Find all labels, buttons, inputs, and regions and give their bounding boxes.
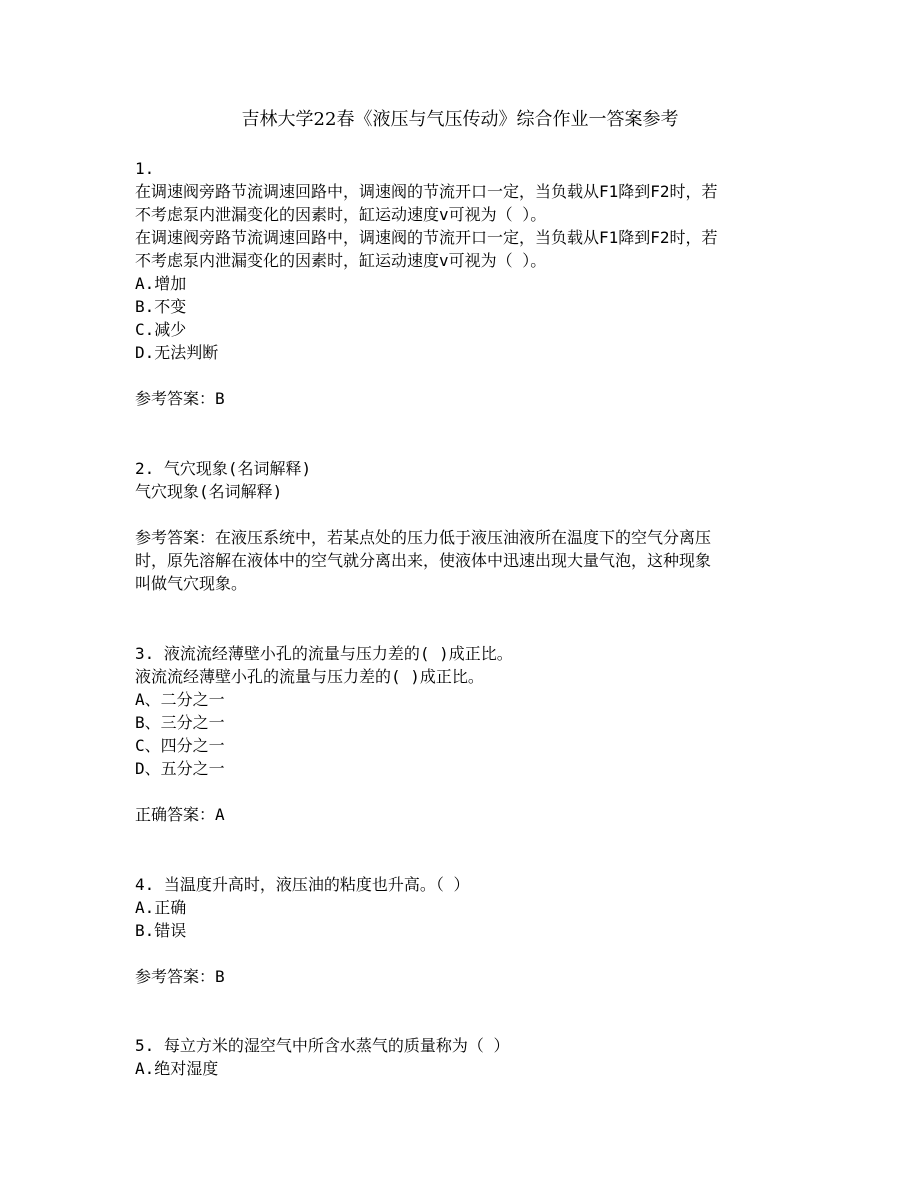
option-a: A.正确 <box>135 898 187 917</box>
spacer <box>135 942 785 965</box>
spacer <box>135 780 785 803</box>
question-stem-line: 不考虑泵内泄漏变化的因素时，缸运动速度v可视为（ ）。 <box>135 251 547 270</box>
answer: 参考答案：B <box>135 967 225 986</box>
question-stem-line: 在调速阀旁路节流调速回路中，调速阀的节流开口一定，当负载从F1降到F2时，若 <box>135 228 718 247</box>
document-title: 吉林大学22春《液压与气压传动》综合作业一答案参考 <box>241 109 679 130</box>
option-c: C、四分之一 <box>135 736 225 755</box>
question-stem-line: 不考虑泵内泄漏变化的因素时，缸运动速度v可视为（ ）。 <box>135 205 547 224</box>
question-5 <box>135 1034 785 1080</box>
spacer <box>135 503 785 526</box>
answer: 参考答案：B <box>135 389 225 408</box>
option-c: C.减少 <box>135 320 187 339</box>
question-stem-line: 液流流经薄壁小孔的流量与压力差的( )成正比。 <box>135 667 484 686</box>
option-a: A、二分之一 <box>135 690 225 709</box>
question-number: 1. <box>135 159 155 178</box>
question-3 <box>135 642 785 826</box>
question-header: 5. 每立方米的湿空气中所含水蒸气的质量称为（ ） <box>135 1036 510 1055</box>
question-header: 4. 当温度升高时，液压油的粘度也升高。（ ） <box>135 875 470 894</box>
answer: 正确答案：A <box>135 805 225 824</box>
answer-line: 参考答案：在液压系统中，若某点处的压力低于液压油液所在温度下的空气分离压 <box>135 528 712 547</box>
question-4 <box>135 873 785 988</box>
option-a: A.增加 <box>135 274 187 293</box>
option-d: D、五分之一 <box>135 759 225 778</box>
option-b: B.不变 <box>135 297 187 316</box>
option-b: B.错误 <box>135 921 187 940</box>
answer-line: 时，原先溶解在液体中的空气就分离出来，使液体中迅速出现大量气泡，这种现象 <box>135 551 712 570</box>
option-b: B、三分之一 <box>135 713 225 732</box>
question-header: 3. 液流流经薄壁小孔的流量与压力差的( )成正比。 <box>135 644 513 663</box>
option-a: A.绝对湿度 <box>135 1059 219 1078</box>
question-stem-line: 气穴现象(名词解释) <box>135 482 283 501</box>
question-header: 2. 气穴现象(名词解释) <box>135 459 312 478</box>
spacer <box>135 364 785 387</box>
question-2 <box>135 457 785 595</box>
question-stem-line: 在调速阀旁路节流调速回路中，调速阀的节流开口一定，当负载从F1降到F2时，若 <box>135 182 718 201</box>
question-1 <box>135 157 785 410</box>
answer-line: 叫做气穴现象。 <box>135 574 248 593</box>
option-d: D.无法判断 <box>135 343 219 362</box>
